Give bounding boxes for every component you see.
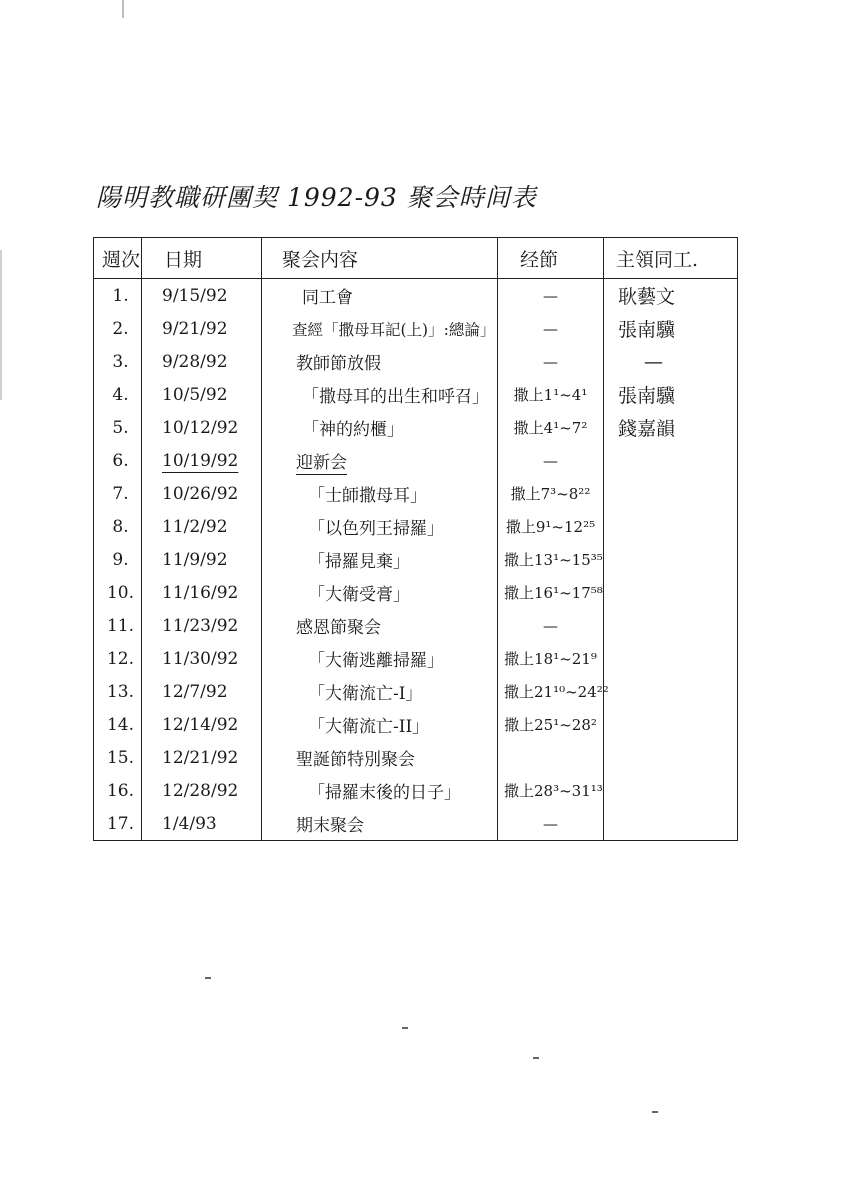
row-date: 9/15/92 — [142, 279, 262, 313]
header-scripture: 经節 — [498, 238, 604, 279]
row-date: 10/26/92 — [142, 477, 262, 510]
header-content: 聚会内容 — [262, 238, 498, 279]
row-date: 10/19/92 — [142, 444, 262, 477]
table-row — [94, 345, 738, 378]
row-content: 「撒母耳的出生和呼召」 — [262, 378, 498, 411]
row-content: 期末聚会 — [262, 807, 498, 841]
header-week: 週次 — [94, 238, 142, 279]
row-scripture: — — [498, 312, 604, 345]
row-scripture — [498, 741, 604, 774]
row-content: 「大衛流亡-II」 — [262, 708, 498, 741]
row-date: 11/2/92 — [142, 510, 262, 543]
row-leader: 張南驥 — [604, 312, 738, 345]
row-content: 感恩節聚会 — [262, 609, 498, 642]
row-content: 「以色列王掃羅」 — [262, 510, 498, 543]
row-date: 12/21/92 — [142, 741, 262, 774]
row-date: 10/5/92 — [142, 378, 262, 411]
table-row — [94, 543, 738, 576]
table-row — [94, 708, 738, 741]
row-leader — [604, 675, 738, 708]
table-row — [94, 807, 738, 841]
row-scripture: — — [498, 807, 604, 841]
table-row — [94, 378, 738, 411]
row-scripture: 撒上21¹⁰~24²² — [498, 675, 604, 708]
row-leader — [604, 741, 738, 774]
scan-speck — [402, 1027, 408, 1029]
row-number: 11. — [94, 609, 142, 642]
row-number: 5. — [94, 411, 142, 444]
row-number: 4. — [94, 378, 142, 411]
row-content: 查經「撒母耳記(上)」:總論」 — [262, 312, 498, 345]
table-header-row — [94, 238, 738, 279]
row-leader: — — [604, 345, 738, 378]
row-scripture: 撒上7³~8²² — [498, 477, 604, 510]
row-date: 11/30/92 — [142, 642, 262, 675]
row-content: 「大衛逃離掃羅」 — [262, 642, 498, 675]
row-number: 3. — [94, 345, 142, 378]
row-scripture: 撒上25¹~28² — [498, 708, 604, 741]
row-scripture: 撒上18¹~21⁹ — [498, 642, 604, 675]
row-number: 2. — [94, 312, 142, 345]
scan-edge-mark — [122, 0, 124, 18]
row-scripture: — — [498, 609, 604, 642]
row-date: 11/23/92 — [142, 609, 262, 642]
row-leader — [604, 774, 738, 807]
row-content: 「士師撒母耳」 — [262, 477, 498, 510]
row-scripture: 撒上9¹~12²⁵ — [498, 510, 604, 543]
row-leader — [604, 543, 738, 576]
row-number: 6. — [94, 444, 142, 477]
row-number: 15. — [94, 741, 142, 774]
row-date: 12/7/92 — [142, 675, 262, 708]
row-number: 12. — [94, 642, 142, 675]
row-number: 17. — [94, 807, 142, 841]
row-content: 「掃羅見棄」 — [262, 543, 498, 576]
row-leader — [604, 444, 738, 477]
row-number: 7. — [94, 477, 142, 510]
table-row — [94, 279, 738, 313]
table-row — [94, 510, 738, 543]
page-title: 陽明教職研團契 1992-93 聚会時间表 — [96, 183, 537, 212]
row-date: 11/9/92 — [142, 543, 262, 576]
row-leader: 耿藝文 — [604, 279, 738, 313]
table-row — [94, 576, 738, 609]
row-leader — [604, 609, 738, 642]
table-row — [94, 774, 738, 807]
row-date: 9/28/92 — [142, 345, 262, 378]
row-leader: 張南驥 — [604, 378, 738, 411]
row-content: 同工會 — [262, 279, 498, 313]
table-row — [94, 444, 738, 477]
row-number: 1. — [94, 279, 142, 313]
table-row — [94, 741, 738, 774]
row-scripture: — — [498, 444, 604, 477]
row-scripture: 撒上1¹~4¹ — [498, 378, 604, 411]
schedule-table-wrapper — [93, 237, 737, 882]
row-leader: 錢嘉韻 — [604, 411, 738, 444]
row-date: 1/4/93 — [142, 807, 262, 841]
scan-speck — [652, 1111, 658, 1113]
row-date: 9/21/92 — [142, 312, 262, 345]
row-leader — [604, 477, 738, 510]
row-content: 聖誕節特別聚会 — [262, 741, 498, 774]
table-row — [94, 312, 738, 345]
row-number: 9. — [94, 543, 142, 576]
row-date: 11/16/92 — [142, 576, 262, 609]
row-leader — [604, 576, 738, 609]
row-number: 14. — [94, 708, 142, 741]
row-content: 迎新会 — [262, 444, 498, 477]
row-number: 10. — [94, 576, 142, 609]
table-row — [94, 477, 738, 510]
row-date: 10/12/92 — [142, 411, 262, 444]
row-number: 8. — [94, 510, 142, 543]
table-row — [94, 411, 738, 444]
row-date: 12/14/92 — [142, 708, 262, 741]
header-leader: 主領同工. — [604, 238, 738, 279]
table-row — [94, 675, 738, 708]
scan-speck — [205, 977, 211, 979]
row-scripture: — — [498, 345, 604, 378]
row-leader — [604, 807, 738, 841]
row-content: 「大衛受膏」 — [262, 576, 498, 609]
row-leader — [604, 510, 738, 543]
row-scripture: 撒上16¹~17⁵⁸ — [498, 576, 604, 609]
row-content: 「掃羅末後的日子」 — [262, 774, 498, 807]
row-scripture: 撒上28³~31¹³ — [498, 774, 604, 807]
schedule-table — [93, 237, 738, 841]
row-scripture: 撒上13¹~15³⁵ — [498, 543, 604, 576]
row-scripture: — — [498, 279, 604, 313]
row-scripture: 撒上4¹~7² — [498, 411, 604, 444]
row-date: 12/28/92 — [142, 774, 262, 807]
scan-edge-line — [0, 250, 2, 400]
row-number: 13. — [94, 675, 142, 708]
scan-speck — [533, 1057, 539, 1059]
row-content: 教師節放假 — [262, 345, 498, 378]
row-leader — [604, 708, 738, 741]
row-leader — [604, 642, 738, 675]
table-row — [94, 609, 738, 642]
row-number: 16. — [94, 774, 142, 807]
header-date: 日期 — [142, 238, 262, 279]
table-row — [94, 642, 738, 675]
row-content: 「神的約櫃」 — [262, 411, 498, 444]
row-content: 「大衛流亡-I」 — [262, 675, 498, 708]
